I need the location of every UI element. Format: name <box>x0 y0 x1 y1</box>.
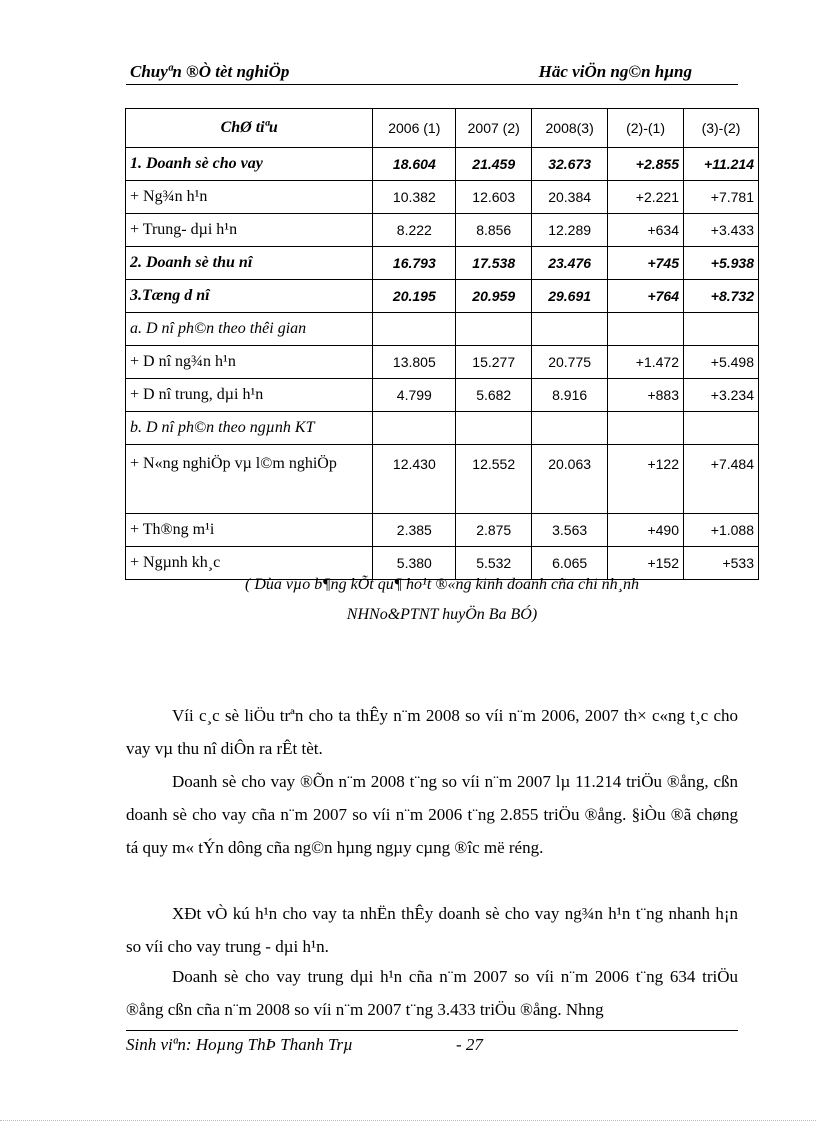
table-cell: +1.088 <box>684 514 759 547</box>
table-cell: +5.938 <box>684 247 759 280</box>
table-row <box>126 313 759 346</box>
footer-author: Sinh viªn: Hoµng ThÞ Thanh Trµ <box>126 1035 353 1054</box>
row-label: + N«ng nghiÖp vµ l©m nghiÖp <box>126 445 373 514</box>
data-table <box>125 108 759 580</box>
table-row <box>126 514 759 547</box>
row-label: + D nî trung, dµi h¹n <box>126 379 373 412</box>
table-cell: 10.382 <box>373 181 456 214</box>
table-row <box>126 181 759 214</box>
table-cell: 20.195 <box>373 280 456 313</box>
column-header: ChØ tiªu <box>126 109 373 148</box>
table-caption-line-2: NHNo&PTNT huyÖn Ba BÓ) <box>346 606 538 623</box>
table-cell <box>684 412 759 445</box>
column-header: (2)-(1) <box>608 109 684 148</box>
table-row <box>126 346 759 379</box>
table-cell: +11.214 <box>684 148 759 181</box>
row-label: b. D nî ph©n theo ngµnh KT <box>126 412 373 445</box>
table-cell: 8.856 <box>456 214 532 247</box>
table-cell: 13.805 <box>373 346 456 379</box>
table-cell: 32.673 <box>532 148 608 181</box>
table-row <box>126 379 759 412</box>
page-footer <box>126 1030 738 1054</box>
table-header-row <box>126 109 759 148</box>
table-cell: +1.472 <box>608 346 684 379</box>
table-cell <box>608 412 684 445</box>
table-cell <box>608 313 684 346</box>
column-header: 2006 (1) <box>373 109 456 148</box>
column-header: 2007 (2) <box>456 109 532 148</box>
table-row <box>126 445 759 514</box>
table-cell: +122 <box>608 445 684 514</box>
page-number: - 27 <box>456 1035 483 1054</box>
table-cell: 12.552 <box>456 445 532 514</box>
table-cell: +152 <box>608 547 684 580</box>
table-cell <box>373 412 456 445</box>
row-label: + Ng¾n h¹n <box>126 181 373 214</box>
column-header: (3)-(2) <box>684 109 759 148</box>
table-cell: +3.433 <box>684 214 759 247</box>
table-cell: +533 <box>684 547 759 580</box>
table-cell: 12.430 <box>373 445 456 514</box>
table-cell <box>532 412 608 445</box>
row-label: + Ngµnh kh¸c <box>126 547 373 580</box>
table-caption-line-1: ( Dùa vµo b¶ng kÕt qu¶ ho¹t ®«ng kinh doanh cña chi nh¸nh <box>245 576 639 593</box>
row-label: + D nî ng¾n h¹n <box>126 346 373 379</box>
table-cell: 12.289 <box>532 214 608 247</box>
row-label: 1. Doanh sè cho vay <box>126 148 373 181</box>
table-cell: +2.221 <box>608 181 684 214</box>
table-row <box>126 214 759 247</box>
paragraph-3: XÐt vÒ kú h¹n cho vay ta nhËn thÊy doanh sè cho vay ng¾n h¹n t¨ng nhanh h¡n so víi cho vay trung - dµi h¹n. <box>126 904 738 956</box>
table-row <box>126 148 759 181</box>
table-cell: +883 <box>608 379 684 412</box>
table-cell: 29.691 <box>532 280 608 313</box>
table-cell: +8.732 <box>684 280 759 313</box>
table-row <box>126 280 759 313</box>
table-row <box>126 247 759 280</box>
table-cell: 5.532 <box>456 547 532 580</box>
row-label: 2. Doanh sè thu nî <box>126 247 373 280</box>
paragraph-1: Víi c¸c sè liÖu trªn cho ta thÊy n¨m 2008 so víi n¨m 2006, 2007 th× c«ng t¸c cho vay vµ thu nî diÔn ra rÊt tèt. <box>126 706 738 758</box>
table-cell: 4.799 <box>373 379 456 412</box>
table-cell: 23.476 <box>532 247 608 280</box>
table-cell: +745 <box>608 247 684 280</box>
header-title-left: Chuyªn ®Ò tèt nghiÖp <box>130 62 290 81</box>
table-cell: 5.380 <box>373 547 456 580</box>
table-cell: 16.793 <box>373 247 456 280</box>
table-cell: 20.063 <box>532 445 608 514</box>
table-cell: +7.781 <box>684 181 759 214</box>
table-cell <box>532 313 608 346</box>
page-header <box>126 58 738 85</box>
table-cell: 5.682 <box>456 379 532 412</box>
table-cell <box>373 313 456 346</box>
table-cell <box>684 313 759 346</box>
row-label: + Trung- dµi h¹n <box>126 214 373 247</box>
column-header: 2008(3) <box>532 109 608 148</box>
table-cell: +764 <box>608 280 684 313</box>
table-cell: 15.277 <box>456 346 532 379</box>
table-cell: +7.484 <box>684 445 759 514</box>
table-cell: +490 <box>608 514 684 547</box>
table-row <box>126 547 759 580</box>
table-cell: 20.384 <box>532 181 608 214</box>
table-cell: 21.459 <box>456 148 532 181</box>
table-cell: +634 <box>608 214 684 247</box>
row-label: a. D nî ph©n theo thêi gian <box>126 313 373 346</box>
table-cell: 12.603 <box>456 181 532 214</box>
row-label: + Th®ng m¹i <box>126 514 373 547</box>
table-cell: 20.959 <box>456 280 532 313</box>
table-row <box>126 412 759 445</box>
header-title-right: Häc viÖn ng©n hµng <box>538 62 692 81</box>
page-bottom-divider <box>0 1120 816 1121</box>
table-cell: 17.538 <box>456 247 532 280</box>
table-cell: 8.222 <box>373 214 456 247</box>
paragraph-4: Doanh sè cho vay trung dµi h¹n cña n¨m 2007 so víi n¨m 2006 t¨ng 634 triÖu ®ång cßn cña n¨m 2008 so víi n¨m 2007 t¨ng 3.433 triÖu ®ång. Nhng <box>126 967 738 1019</box>
table-cell: 2.385 <box>373 514 456 547</box>
table-cell: 18.604 <box>373 148 456 181</box>
table-cell: 20.775 <box>532 346 608 379</box>
table-cell: 2.875 <box>456 514 532 547</box>
row-label: 3.Tæng d nî <box>126 280 373 313</box>
table-cell: 6.065 <box>532 547 608 580</box>
table-cell <box>456 313 532 346</box>
table-cell: 3.563 <box>532 514 608 547</box>
table-cell <box>456 412 532 445</box>
table-cell: +3.234 <box>684 379 759 412</box>
paragraph-2: Doanh sè cho vay ®Õn n¨m 2008 t¨ng so víi n¨m 2007 lµ 11.214 triÖu ®ång, cßn doanh sè cho vay cña n¨m 2007 so víi n¨m 2006 t¨ng 2.855 triÖu ®ång. §iÒu ®ã chøng tá quy m« tÝn dông cña ng©n hµng ngµy cµng ®îc më réng. <box>126 772 738 857</box>
table-cell: 8.916 <box>532 379 608 412</box>
table-cell: +2.855 <box>608 148 684 181</box>
table-cell: +5.498 <box>684 346 759 379</box>
